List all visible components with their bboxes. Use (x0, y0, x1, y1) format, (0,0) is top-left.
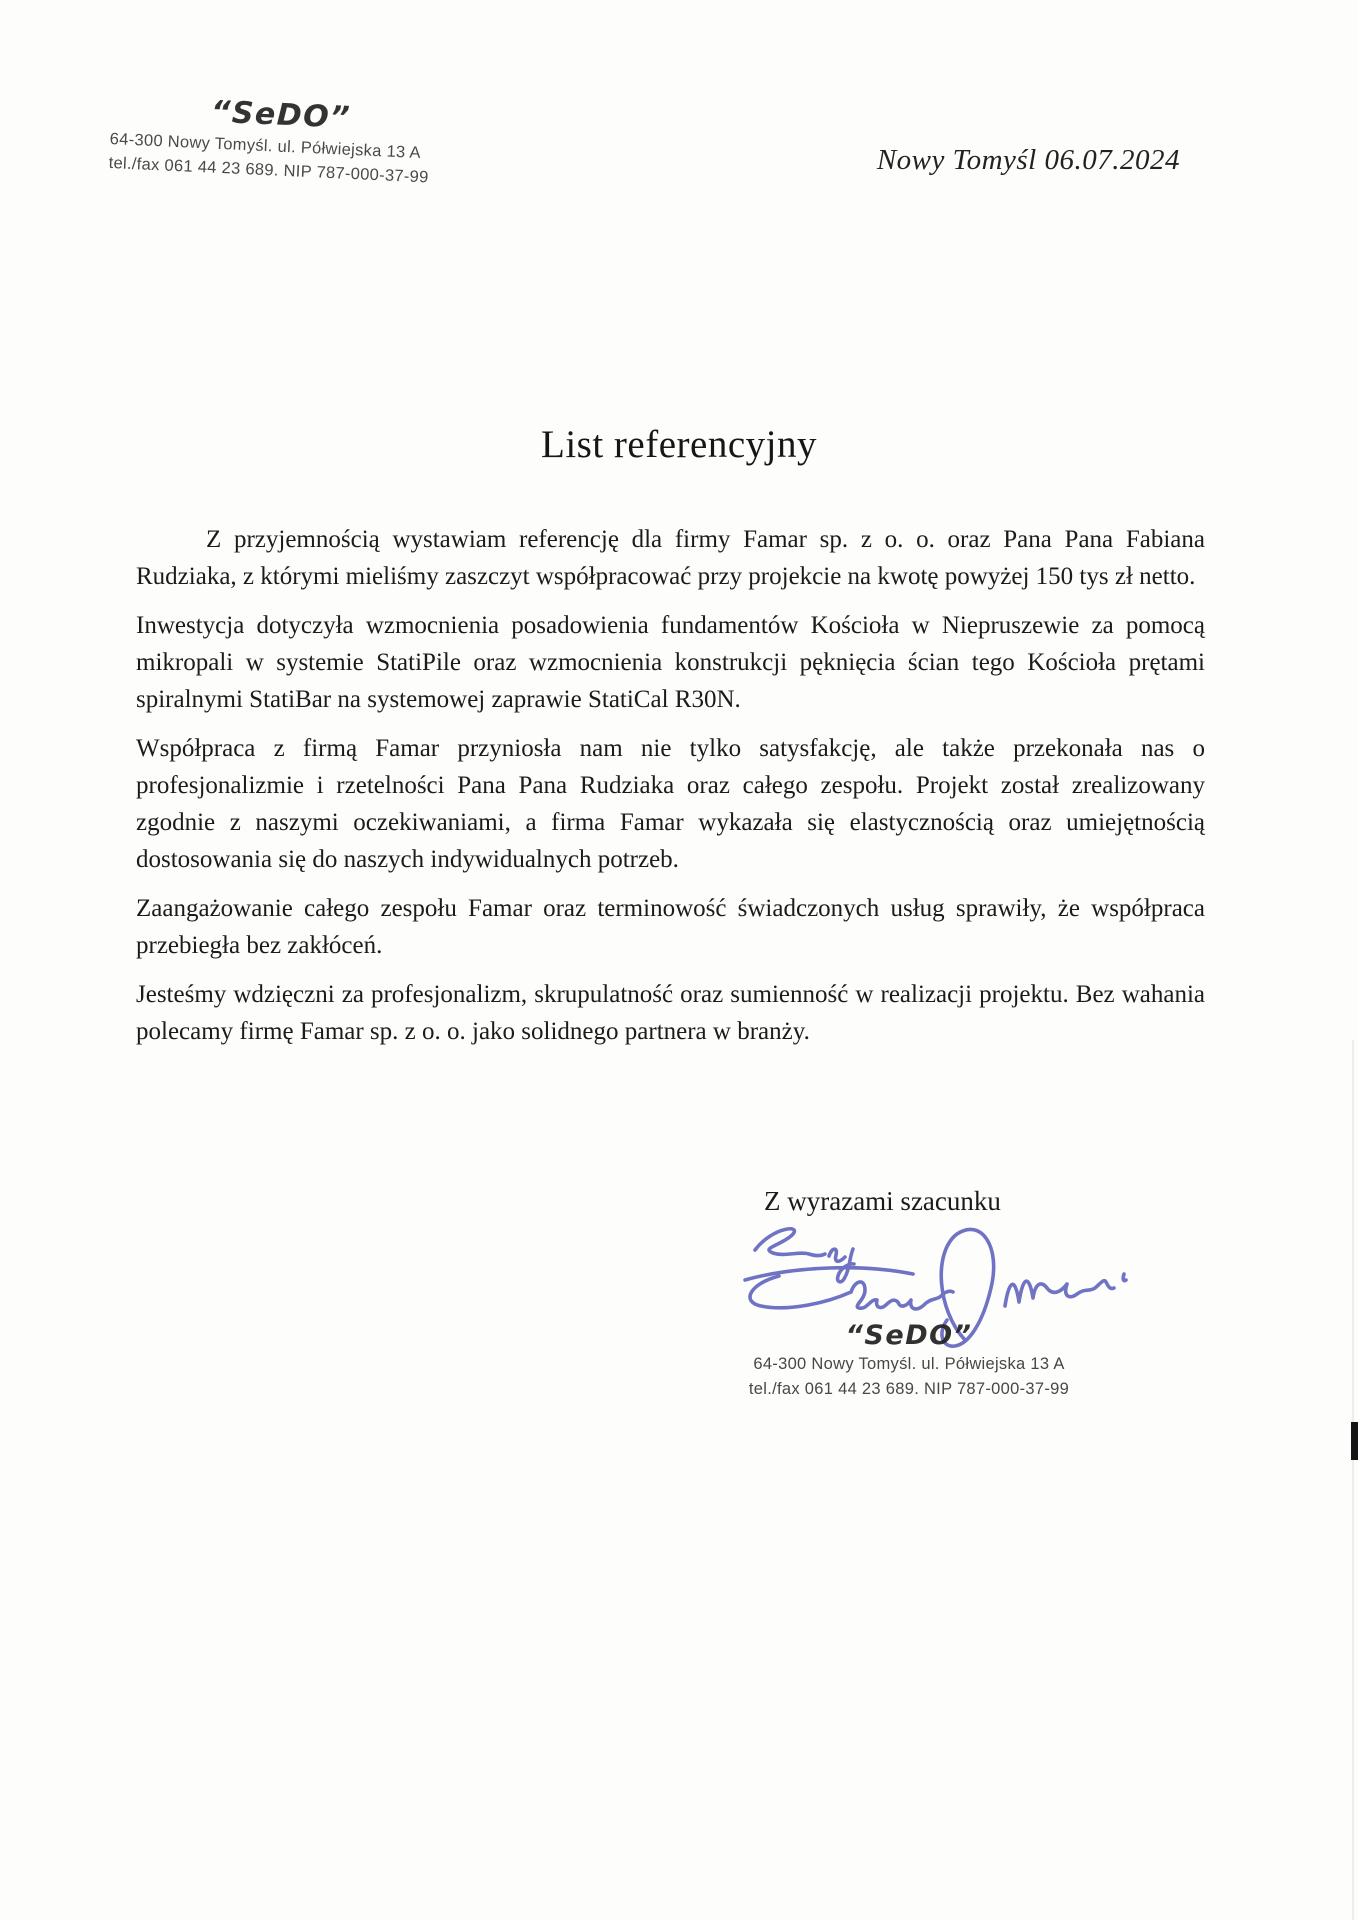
paragraph: Inwestycja dotyczyła wzmocnienia posadowienia fundamentów Kościoła w Niepruszewie za pomocą mikropali w systemie StatiPile oraz wzmocnienia konstrukcji pęknięcia ścian tego Kościoła prętami spiralnymi StatiBar na systemowej zaprawie StatiCal R30N. (136, 612, 1205, 713)
letter-body (136, 521, 1205, 1062)
scan-edge-mark (1351, 1422, 1358, 1460)
signature-stroke-mazur (1005, 1274, 1126, 1306)
paragraph: Z przyjemnością wystawiam referencję dla firmy Famar sp. z o. o. oraz Pana Pana Fabiana Rudziaka, z którymi mieliśmy zaszczyt współpracować przy projekcie na kwotę powyżej 150 tys zł netto. (136, 526, 1205, 590)
stamp-address: 64-300 Nowy Tomyśl. ul. Półwiejska 13 A (109, 129, 422, 163)
signature-stroke-tomasz (745, 1268, 953, 1309)
company-stamp-footer (733, 1320, 1085, 1402)
stamp-phone-nip: tel./fax 061 44 23 689. NIP 787-000-37-99 (748, 1380, 1070, 1398)
stamp-company-name: “SeDO” (210, 94, 352, 136)
scan-edge-line (1352, 1040, 1354, 1920)
date-line: Nowy Tomyśl 06.07.2024 (876, 144, 1180, 176)
paragraph: Zaangażowanie całego zespołu Famar oraz terminowość świadczonych usług sprawiły, że współpraca przebiegła bez zakłóceń. (136, 895, 1205, 959)
paragraph: Jesteśmy wdzięczni za profesjonalizm, skrupulatność oraz sumienność w realizacji projektu. Bez wahania polecamy firmę Famar sp. z o. o. jako solidnego partnera w branży. (136, 981, 1205, 1045)
company-stamp-header (108, 90, 452, 190)
stamp-company-name: “SeDO” (845, 1320, 973, 1351)
stamp-address: 64-300 Nowy Tomyśl. ul. Półwiejska 13 A (753, 1355, 1065, 1373)
paragraph: Współpraca z firmą Famar przyniosła nam nie tylko satysfakcję, ale także przekonała nas o profesjonalizmie i rzetelności Pana Pana Rudziaka oraz całego zespołu. Projekt został zrealizowany zgodnie z naszymi oczekiwaniami, a firma Famar wykazała się elastycznością oraz umiejętnością dostosowania się do naszych indywidualnych potrzeb. (136, 735, 1205, 873)
letter-title: List referencyjny (541, 423, 817, 466)
stamp-phone-nip: tel./fax 061 44 23 689. NIP 787-000-37-99 (108, 153, 429, 187)
closing-salutation: Z wyrazami szacunku (764, 1186, 1001, 1216)
